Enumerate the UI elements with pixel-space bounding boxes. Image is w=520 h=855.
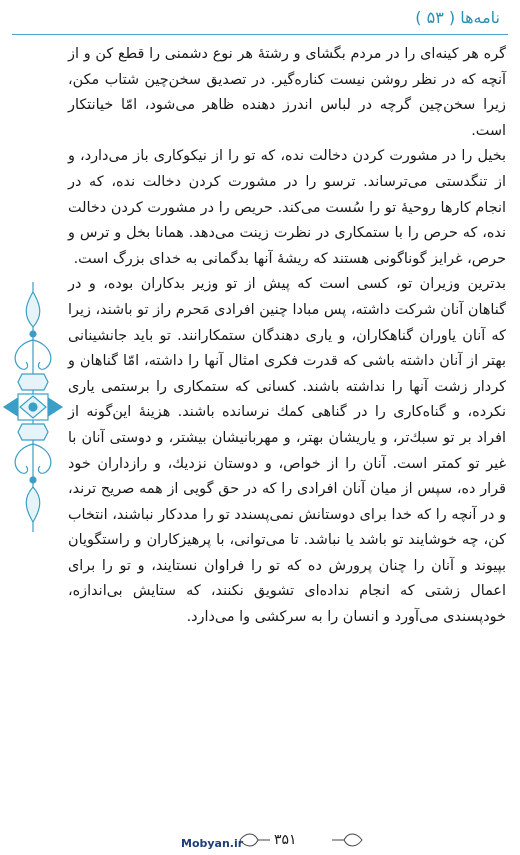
margin-ornament-icon xyxy=(2,282,64,532)
chapter-title: نامه‌ها ( ۵۳ ) xyxy=(415,8,500,27)
page-number: ۳۵۱ xyxy=(274,832,297,848)
page-footer xyxy=(0,825,520,855)
page-header xyxy=(0,0,520,36)
site-watermark: Mobyan.ir xyxy=(181,837,244,850)
header-divider xyxy=(12,34,508,35)
main-text xyxy=(68,42,506,631)
footer-flourish-icon xyxy=(236,829,366,851)
paragraph-1: گره هر کینه‌ای را در مردم بگشای و رشتۀ هر نوع دشمنی را قطع کن و از آنچه که در نظر روشن نیست کناره‌گیر. در تصدیق سخن‌چین شتاب مکن، زیرا سخن‌چین گرچه در لباس اندرز دهنده ظاهر می‌شود، امّا خیانتکار است. xyxy=(68,46,506,139)
paragraph-3: بدترین وزیران تو، کسی است که پیش از تو وزیر بدکاران بوده، و در گناهان آنان شرکت داشته، پس مبادا چنین افرادی مَحرم راز تو باشند، زیرا که آنان یاوران گناهکاران، و یاری دهندگان ستمکارانند. تو باید جانشینانی بهتر از آنان داشته باشی که قدرت فکری امثال آنها را داشته، امّا گناهان و کردار زشت آنها را نداشته باشند. کسانی که ستمکاری را برستمی یاری نکرده، و گناه‌کاری را در گناهی کمك نرسانده باشند. هزینۀ این‌گونه از افراد بر تو سبك‌تر، و یاریشان بهتر، و مهربانیشان بیشتر، و دوستی آنان با غیر تو کمتر است. آنان را از خواص، و دوستان نزدیك، و رازداران خود قرار ده، سپس از میان آنان افرادی را که در حق گویی از همه صریح ترند، و در آنچه را که خدا برای دوستانش نمی‌پسندد تو را مددکار نباشند، انتخاب کن، چه خوشایند تو باشد یا نباشد. تا می‌توانی، با پرهیزکاران و راستگویان بپیوند و آنان را چنان پرورش ده که تو را فراوان نستایند، و تو را برای اعمال زشتی که انجام نداده‌ای تشویق نکنند، که ستایش بی‌اندازه، خودپسندی می‌آورد و انسان را به سرکشی وا می‌دارد. xyxy=(68,276,506,626)
paragraph-2: بخیل را در مشورت کردن دخالت نده، که تو را از نیکوکاری باز می‌دارد، و از تنگدستی می‌ترساند. ترسو را در مشورت کردن دخالت نده، که در انجام کارها روحیۀ تو را سُست می‌کند. حریص را در مشورت کردن دخالت نده، که حرص را با ستمکاری در نظرت زینت می‌دهد. همانا بخل و ترس و حرص، غرایز گوناگونی هستند که ریشۀ آنها بدگمانی به خدای بزرگ است. xyxy=(68,148,506,267)
